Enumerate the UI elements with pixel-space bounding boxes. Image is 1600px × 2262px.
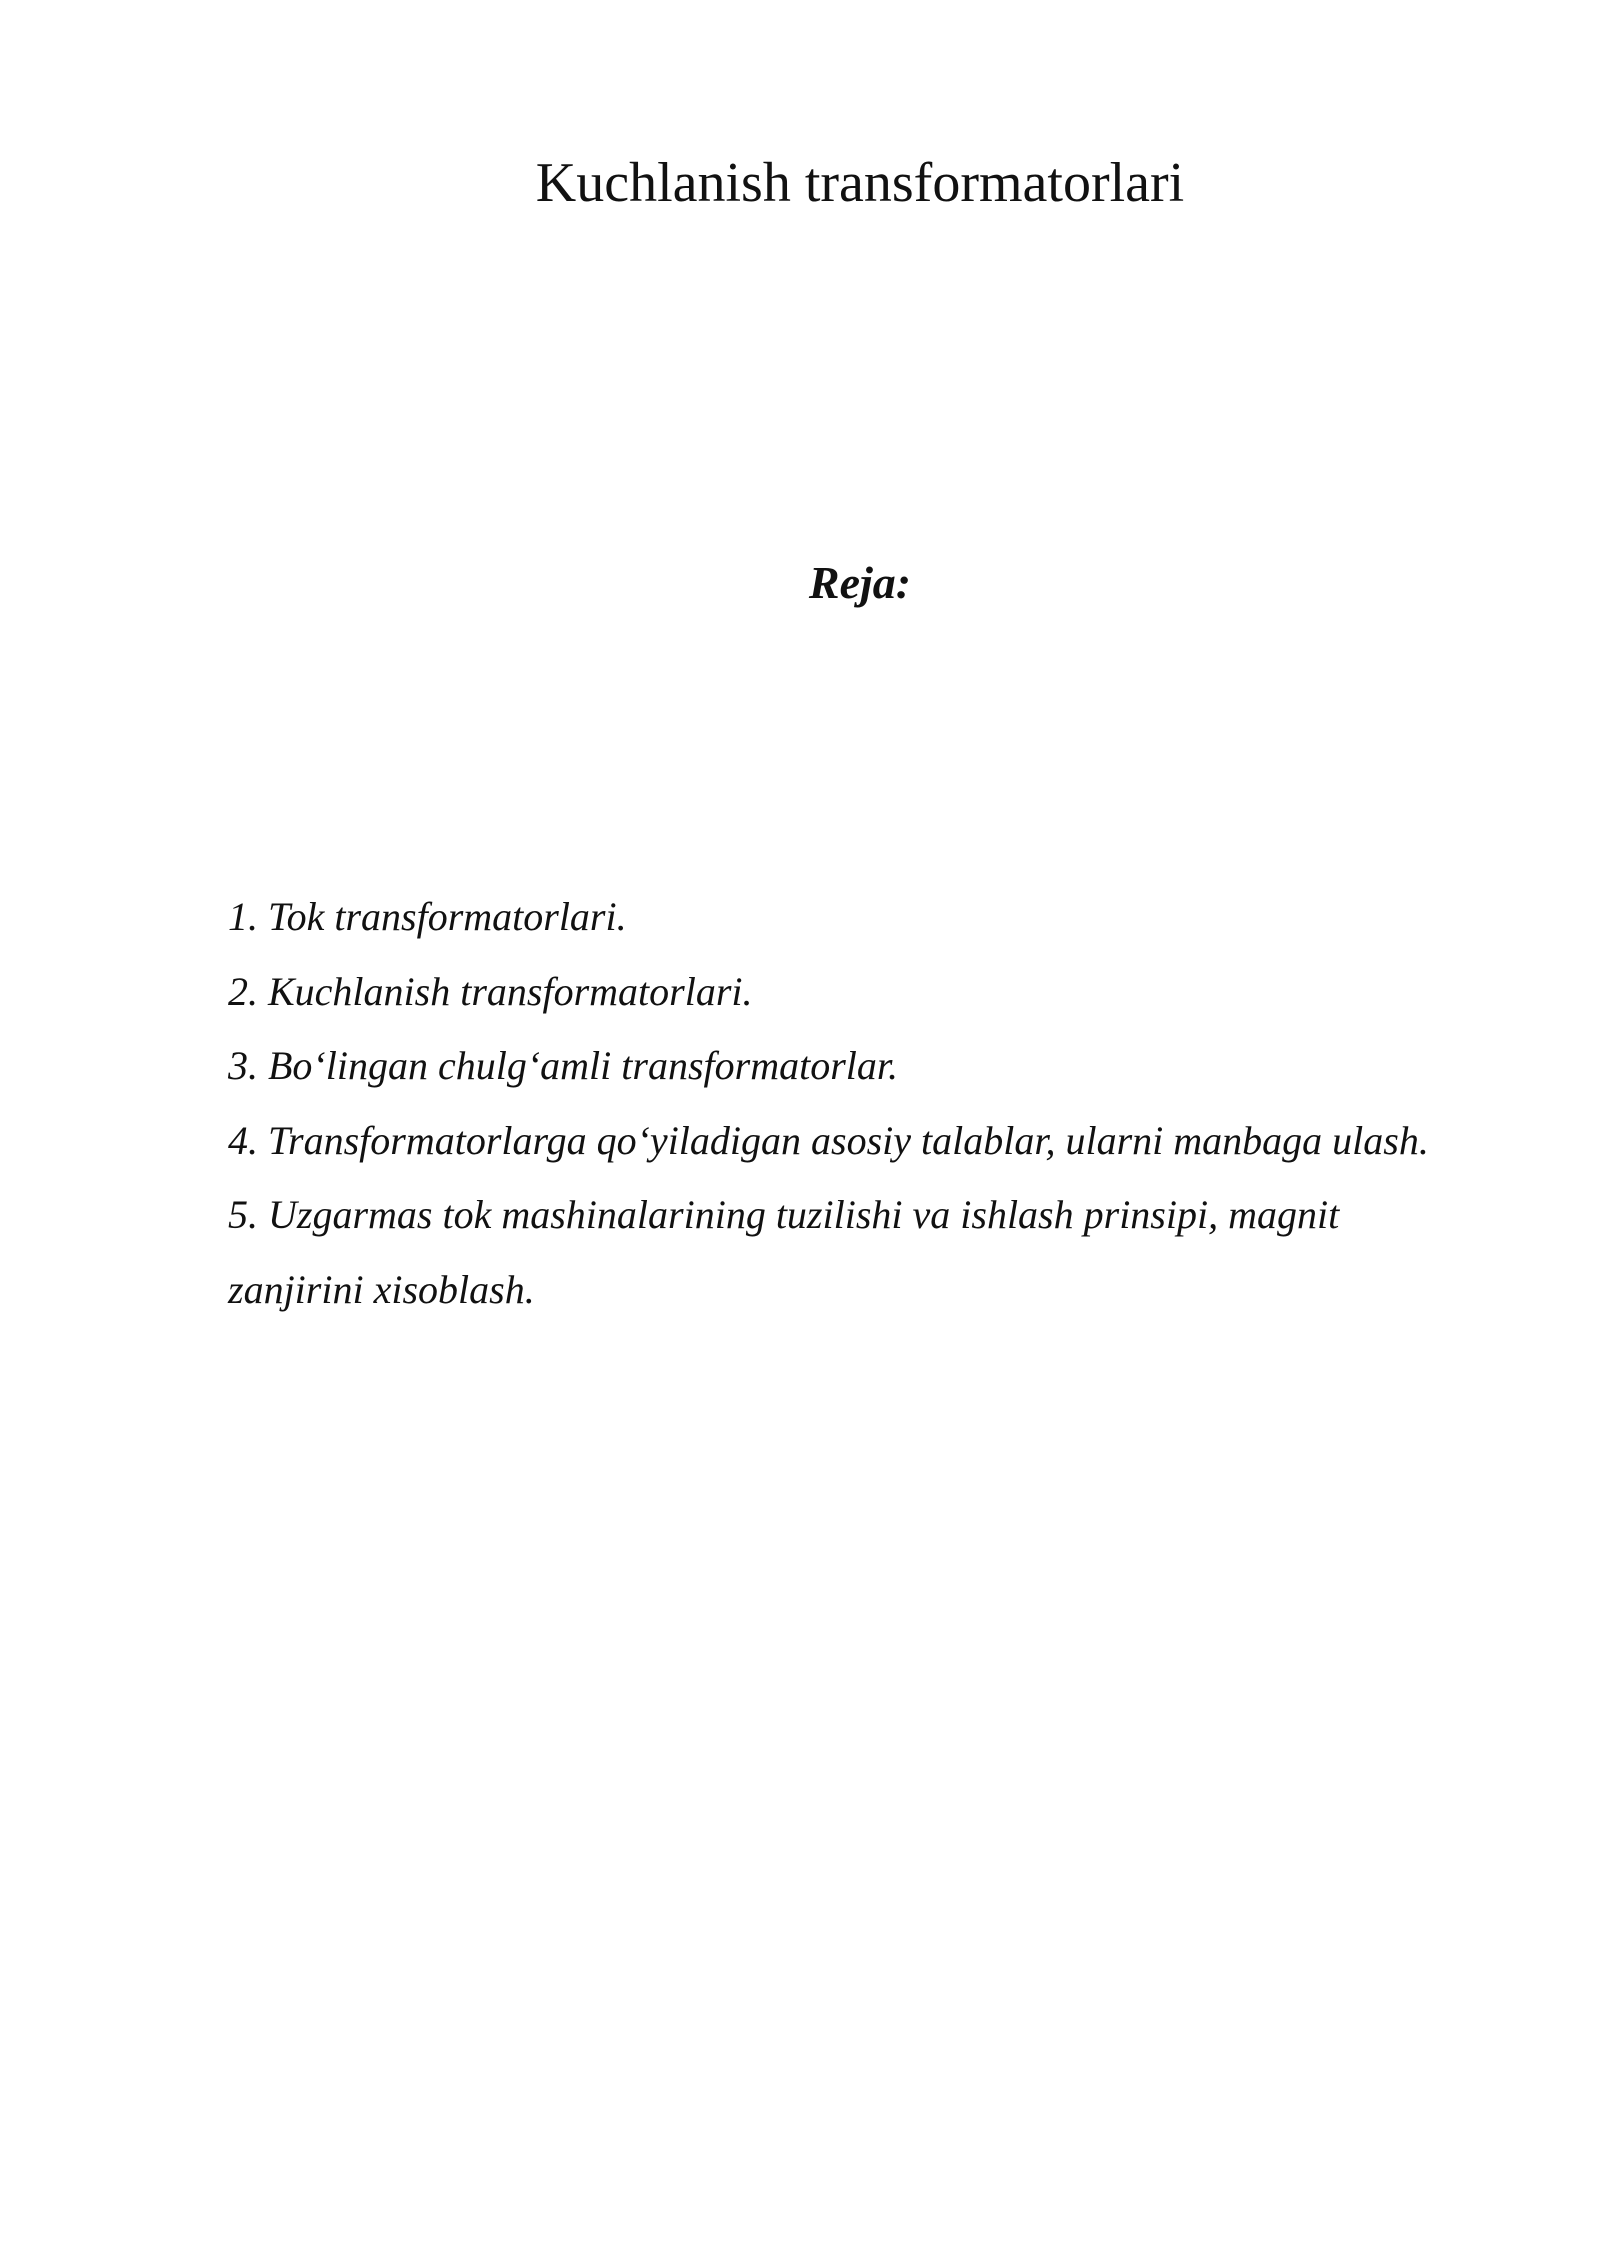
plan-item-number: 3. (228, 1043, 258, 1088)
plan-item (228, 880, 1440, 955)
plan-item-text: Uzgarmas tok mashinalarining tuzilishi va ishlash prinsipi, magnit zanjirini xisoblash. (228, 1192, 1340, 1312)
plan-item-text: Kuchlanish transformatorlari. (268, 968, 753, 1014)
plan-list (228, 880, 1440, 1327)
plan-item-number: 4. (228, 1117, 258, 1163)
plan-item-text: Bo‘lingan chulg‘amli transformatorlar. (268, 1043, 899, 1088)
plan-item-text: Tok transformatorlari. (268, 894, 627, 939)
plan-item (228, 1178, 1440, 1327)
plan-item (228, 1104, 1440, 1179)
document-title: Kuchlanish transformatorlari (535, 152, 1185, 214)
plan-item-text: Transformatorlarga qo‘yiladigan asosiy talablar, ularni manbaga ulash. (268, 1117, 1429, 1163)
plan-item-number: 1. (228, 894, 258, 939)
plan-item-number: 5. (228, 1192, 258, 1237)
plan-item (228, 955, 1440, 1030)
plan-item (228, 1029, 1440, 1104)
plan-heading: Reja: (808, 557, 912, 608)
plan-item-number: 2. (228, 968, 258, 1014)
